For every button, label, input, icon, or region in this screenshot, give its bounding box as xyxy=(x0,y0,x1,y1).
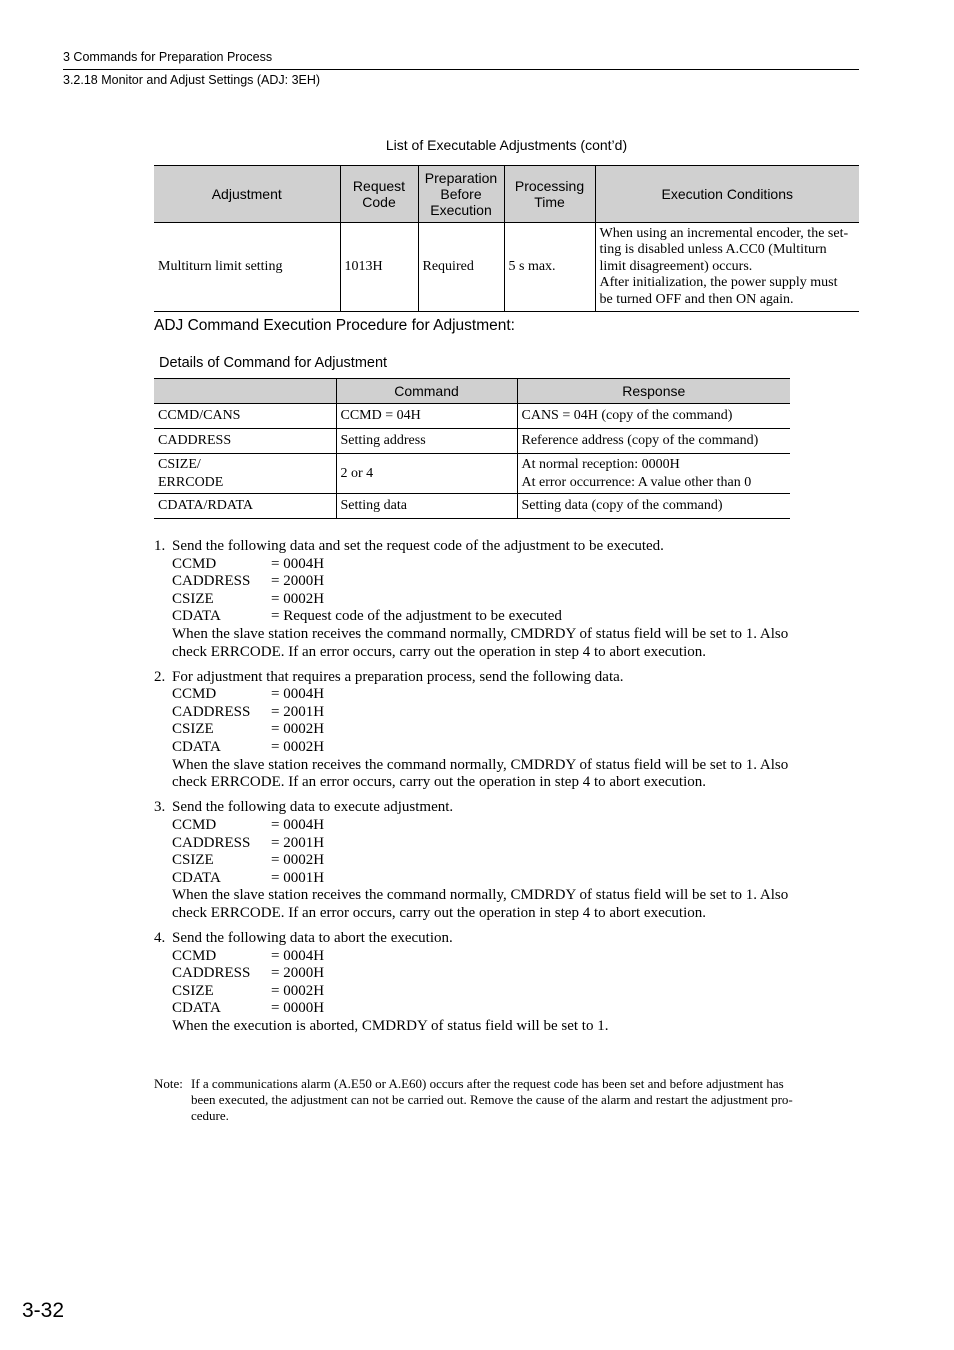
header-processing-time xyxy=(504,166,595,223)
data-key: CADDRESS xyxy=(172,573,251,590)
response-line: At normal reception: 0000H xyxy=(521,456,680,472)
data-line xyxy=(172,835,859,853)
data-line xyxy=(172,965,859,983)
procedure-step xyxy=(154,799,859,922)
cell-response: Setting data (copy of the command) xyxy=(517,494,790,519)
step-intro: Send the following data and set the request code of the adjustment to be executed. xyxy=(172,538,664,554)
data-key: CCMD xyxy=(172,555,217,572)
data-line xyxy=(172,983,859,1001)
data-value: = 2001H xyxy=(271,834,325,851)
note-label: Note: xyxy=(154,1076,183,1091)
data-value: = 2001H xyxy=(271,703,325,720)
step-outro: check ERRCODE. If an error occurs, carry out the operation in step 4 to abort execution. xyxy=(172,904,706,921)
step-intro: Send the following data to abort the execution. xyxy=(172,929,453,946)
running-header-chapter: 3 Commands for Preparation Process xyxy=(63,50,273,64)
data-key: CSIZE xyxy=(172,982,214,999)
data-line xyxy=(172,870,859,888)
adjustments-table-caption: List of Executable Adjustments (cont’d) xyxy=(385,137,628,153)
data-key: CADDRESS xyxy=(172,834,251,851)
step-outro: When the execution is aborted, CMDRDY of status field will be set to 1. xyxy=(172,1017,609,1034)
details-table-header-row xyxy=(154,379,790,404)
step-intro: For adjustment that requires a preparation process, send the following data. xyxy=(172,668,624,685)
cell-adjustment: Multiturn limit setting xyxy=(154,223,340,312)
data-key: CSIZE xyxy=(172,852,214,869)
note-line: If a communications alarm (A.E50 or A.E60) occurs after the request code has been set and before adjustment has xyxy=(191,1076,784,1091)
step-number: 1. xyxy=(154,538,166,554)
step-outro: check ERRCODE. If an error occurs, carry out the operation in step 4 to abort execution. xyxy=(172,774,706,791)
data-line xyxy=(172,608,859,626)
data-key: CCMD xyxy=(172,816,217,833)
header-adjustment: Adjustment xyxy=(154,166,340,223)
cell-field xyxy=(154,454,336,494)
cell-command: Setting data xyxy=(336,494,517,519)
data-line xyxy=(172,948,859,966)
field-line: ERRCODE xyxy=(158,474,224,490)
data-key: CADDRESS xyxy=(172,965,251,982)
condition-line: After initialization, the power supply must xyxy=(599,275,838,291)
table-row xyxy=(154,494,790,519)
step-outro: check ERRCODE. If an error occurs, carry out the operation in step 4 to abort execution. xyxy=(172,643,706,660)
data-line xyxy=(172,573,859,591)
cell-field: CADDRESS xyxy=(154,429,336,454)
data-key: CSIZE xyxy=(172,721,214,738)
step-intro: Send the following data to execute adjustment. xyxy=(172,799,454,816)
data-value: = 0002H xyxy=(271,721,325,738)
data-line xyxy=(172,704,859,722)
data-line xyxy=(172,591,859,609)
cell-request-code: 1013H xyxy=(340,223,418,312)
cell-command: 2 or 4 xyxy=(336,454,517,494)
condition-line: When using an incremental encoder, the set- xyxy=(599,225,849,241)
running-header-section: 3.2.18 Monitor and Adjust Settings (ADJ: 3EH) xyxy=(63,73,321,87)
header-text-line: Processing xyxy=(514,178,585,194)
header-rule xyxy=(63,69,859,70)
data-key: CDATA xyxy=(172,739,221,756)
data-line xyxy=(172,686,859,704)
procedure-heading: ADJ Command Execution Procedure for Adjustment: xyxy=(154,317,515,334)
data-value: = 0002H xyxy=(271,739,325,756)
data-value: = 0002H xyxy=(271,982,325,999)
response-line: At error occurrence: A value other than 0 xyxy=(521,474,752,490)
data-key: CCMD xyxy=(172,947,217,964)
note-line: cedure. xyxy=(191,1108,229,1123)
cell-field: CDATA/RDATA xyxy=(154,494,336,519)
step-number: 4. xyxy=(154,929,166,946)
table-row xyxy=(154,404,790,429)
header-execution-conditions: Execution Conditions xyxy=(595,166,859,223)
procedure-step xyxy=(154,538,859,661)
data-line xyxy=(172,556,859,574)
data-value: = Request code of the adjustment to be executed xyxy=(271,608,562,625)
cell-response xyxy=(517,454,790,494)
data-value: = 0004H xyxy=(271,686,325,703)
cell-command: Setting address xyxy=(336,429,517,454)
data-value: = 0004H xyxy=(271,555,325,572)
data-key: CSIZE xyxy=(172,590,214,607)
data-value: = 0000H xyxy=(271,1000,325,1017)
cell-command: CCMD = 04H xyxy=(336,404,517,429)
header-preparation-before-execution xyxy=(418,166,504,223)
data-key: CDATA xyxy=(172,869,221,886)
step-outro: When the slave station receives the command normally, CMDRDY of status field will be set to 1. Also xyxy=(172,887,789,904)
data-line xyxy=(172,721,859,739)
procedure-step xyxy=(154,930,859,1036)
procedure-step xyxy=(154,669,859,792)
step-number: 2. xyxy=(154,668,166,685)
data-key: CDATA xyxy=(172,1000,221,1017)
data-value: = 0004H xyxy=(271,947,325,964)
details-table xyxy=(154,378,790,519)
note-line: been executed, the adjustment can not be carried out. Remove the cause of the alarm and restart the adjustment pro- xyxy=(191,1092,793,1107)
note xyxy=(154,1076,859,1124)
cell-response: Reference address (copy of the command) xyxy=(517,429,790,454)
cell-response: CANS = 04H (copy of the command) xyxy=(517,404,790,429)
cell-preparation: Required xyxy=(418,223,504,312)
step-outro: When the slave station receives the command normally, CMDRDY of status field will be set to 1. Also xyxy=(172,625,789,642)
adjustments-table xyxy=(154,165,859,312)
header-response: Response xyxy=(517,379,790,404)
header-request-code xyxy=(340,166,418,223)
header-text-line: Execution xyxy=(430,202,492,218)
page-number: 3-32 xyxy=(22,1299,65,1322)
data-key: CCMD xyxy=(172,686,217,703)
field-line: CSIZE/ xyxy=(158,456,201,472)
header-text-line: Code xyxy=(362,194,396,210)
condition-line: ting is disabled unless A.CC0 (Multiturn xyxy=(599,242,827,258)
condition-line: limit disagreement) occurs. xyxy=(599,258,753,274)
table-row xyxy=(154,454,790,494)
data-key: CADDRESS xyxy=(172,703,251,720)
data-key: CDATA xyxy=(172,608,221,625)
header-command: Command xyxy=(336,379,517,404)
condition-line: be turned OFF and then ON again. xyxy=(599,291,794,307)
step-number: 3. xyxy=(154,799,166,816)
details-table-caption: Details of Command for Adjustment xyxy=(159,355,388,371)
data-value: = 2000H xyxy=(271,965,325,982)
procedure-steps xyxy=(154,538,859,1043)
header-text-line: Preparation xyxy=(424,170,498,186)
step-outro: When the slave station receives the command normally, CMDRDY of status field will be set to 1. Also xyxy=(172,756,789,773)
cell-processing-time: 5 s max. xyxy=(504,223,595,312)
header-blank xyxy=(154,379,336,404)
header-text-line: Request xyxy=(352,178,406,194)
data-value: = 2000H xyxy=(271,573,325,590)
header-text-line: Time xyxy=(534,194,565,210)
data-value: = 0002H xyxy=(271,590,325,607)
data-value: = 0004H xyxy=(271,816,325,833)
header-text-line: Before xyxy=(440,186,482,202)
table-row xyxy=(154,223,859,312)
cell-execution-conditions xyxy=(595,223,859,312)
cell-field: CCMD/CANS xyxy=(154,404,336,429)
data-value: = 0002H xyxy=(271,852,325,869)
data-line xyxy=(172,817,859,835)
note-text xyxy=(154,1076,859,1124)
data-line xyxy=(172,739,859,757)
adjustments-table-header-row xyxy=(154,166,859,223)
data-line xyxy=(172,1000,859,1018)
table-row xyxy=(154,429,790,454)
data-line xyxy=(172,852,859,870)
data-value: = 0001H xyxy=(271,869,325,886)
